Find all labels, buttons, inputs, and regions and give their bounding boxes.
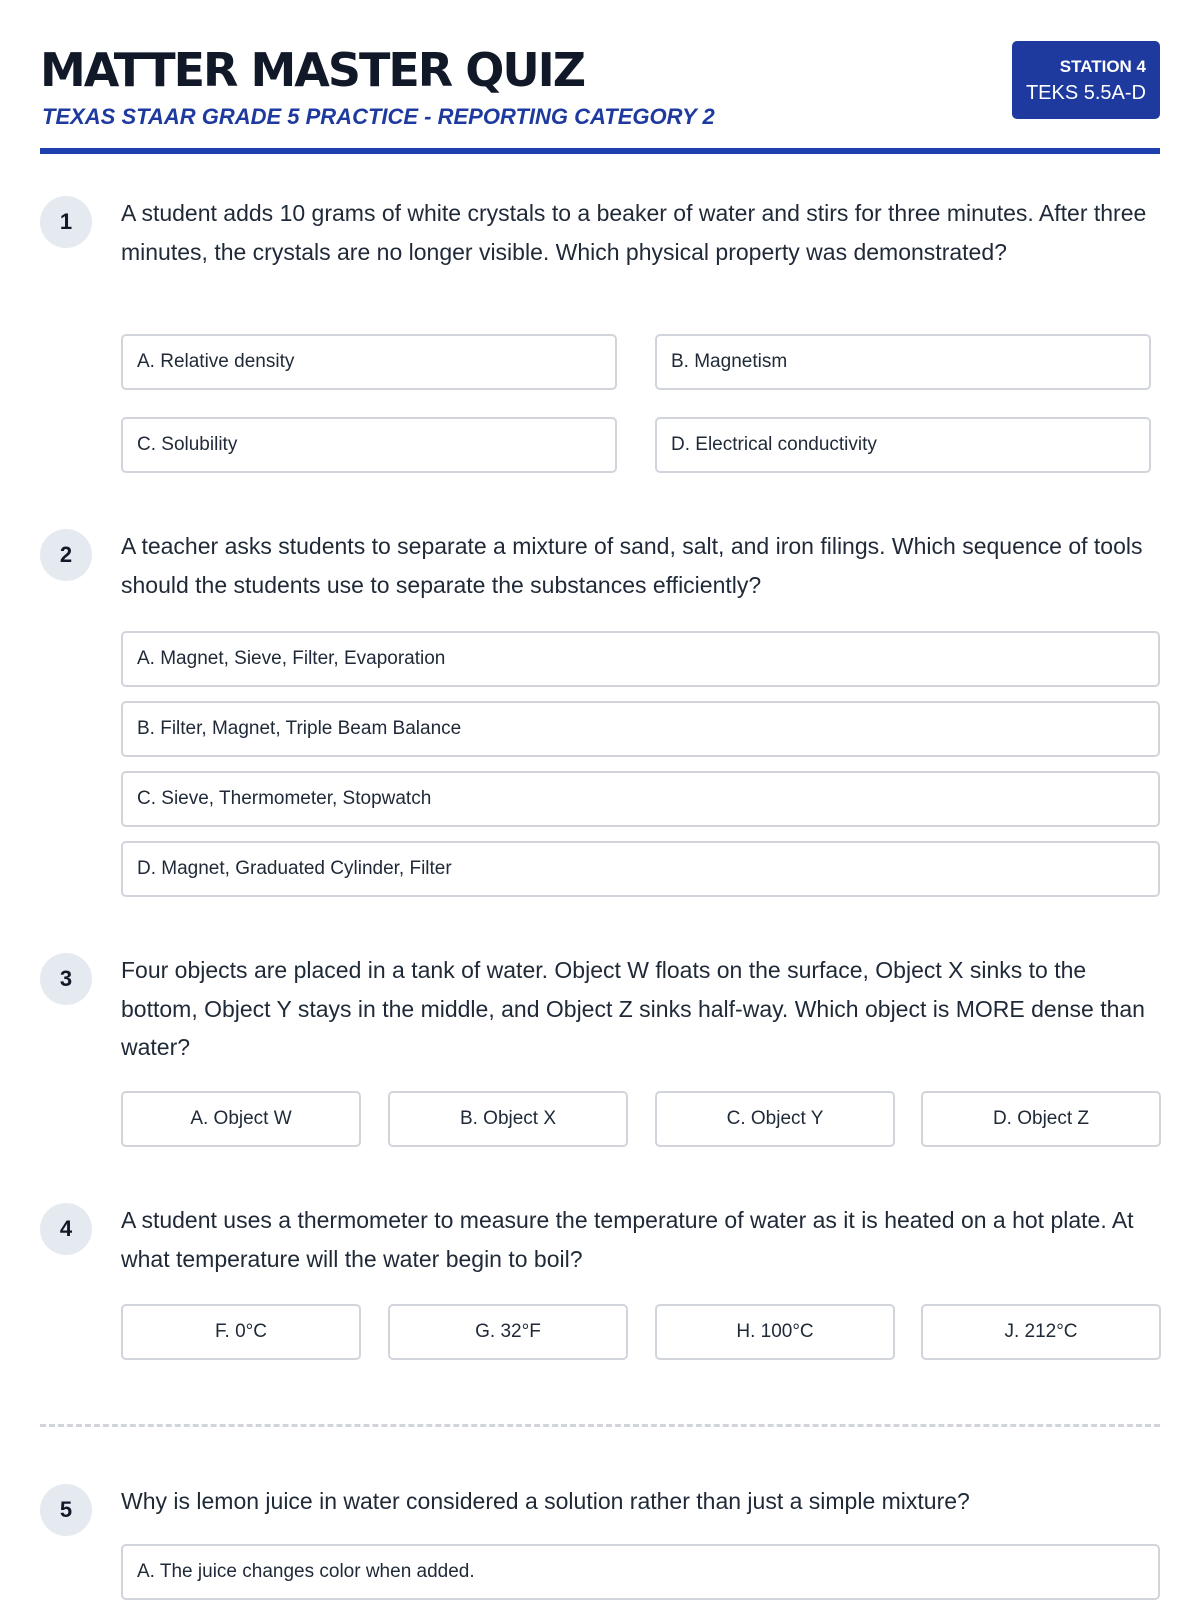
question-text: Why is lemon juice in water considered a solution rather than just a simple mixture?: [121, 1488, 970, 1514]
answer-option-d[interactable]: D. Object Z: [921, 1091, 1161, 1147]
answer-option-b[interactable]: B. Filter, Magnet, Triple Beam Balance: [121, 701, 1160, 757]
answer-option-g[interactable]: G. 32°F: [388, 1304, 628, 1360]
header-divider: [40, 148, 1160, 154]
answer-option-a[interactable]: A. The juice changes color when added.: [121, 1544, 1160, 1600]
question-number-badge: 2: [40, 529, 92, 581]
page-subtitle: TEXAS STAAR GRADE 5 PRACTICE - REPORTING CATEGORY 2: [42, 104, 715, 129]
question-number-badge: 5: [40, 1484, 92, 1536]
answer-option-c[interactable]: C. Object Y: [655, 1091, 895, 1147]
answer-option-a[interactable]: A. Relative density: [121, 334, 617, 390]
question-number-badge: 1: [40, 196, 92, 248]
question-text: Four objects are placed in a tank of water. Object W floats on the surface, Object X sinks to the bottom, Object Y stays in the middle, and Object Z sinks half-way. Which object is MORE dense than water?: [121, 957, 1145, 1060]
quiz-header: [40, 0, 1160, 154]
answer-option-j[interactable]: J. 212°C: [921, 1304, 1161, 1360]
question-number-badge: 3: [40, 953, 92, 1005]
quiz-page: [40, 0, 1160, 1600]
answer-option-f[interactable]: F. 0°C: [121, 1304, 361, 1360]
page-title: MATTER MASTER QUIZ: [40, 43, 585, 97]
station-label: STATION 4: [1059, 57, 1146, 76]
station-badge: [1012, 41, 1160, 119]
section-divider: [40, 1424, 1160, 1427]
answer-option-c[interactable]: C. Solubility: [121, 417, 617, 473]
question-text: A student uses a thermometer to measure the temperature of water as it is heated on a hot plate. At what temperature will the water begin to boil?: [121, 1207, 1134, 1272]
teks-label: TEKS 5.5A-D: [1025, 82, 1146, 104]
answer-option-b[interactable]: B. Magnetism: [655, 334, 1151, 390]
answer-option-a[interactable]: A. Object W: [121, 1091, 361, 1147]
answer-option-d[interactable]: D. Electrical conductivity: [655, 417, 1151, 473]
answer-option-a[interactable]: A. Magnet, Sieve, Filter, Evaporation: [121, 631, 1160, 687]
answer-option-h[interactable]: H. 100°C: [655, 1304, 895, 1360]
question-text: A student adds 10 grams of white crystals to a beaker of water and stirs for three minutes. After three minutes, the crystals are no longer visible. Which physical property was demonstrated?: [121, 200, 1147, 265]
question-number-badge: 4: [40, 1203, 92, 1255]
answer-option-b[interactable]: B. Object X: [388, 1091, 628, 1147]
answer-option-d[interactable]: D. Magnet, Graduated Cylinder, Filter: [121, 841, 1160, 897]
question-text: A teacher asks students to separate a mixture of sand, salt, and iron filings. Which sequence of tools should the students use to separate the substances efficiently?: [121, 533, 1143, 598]
answer-option-c[interactable]: C. Sieve, Thermometer, Stopwatch: [121, 771, 1160, 827]
